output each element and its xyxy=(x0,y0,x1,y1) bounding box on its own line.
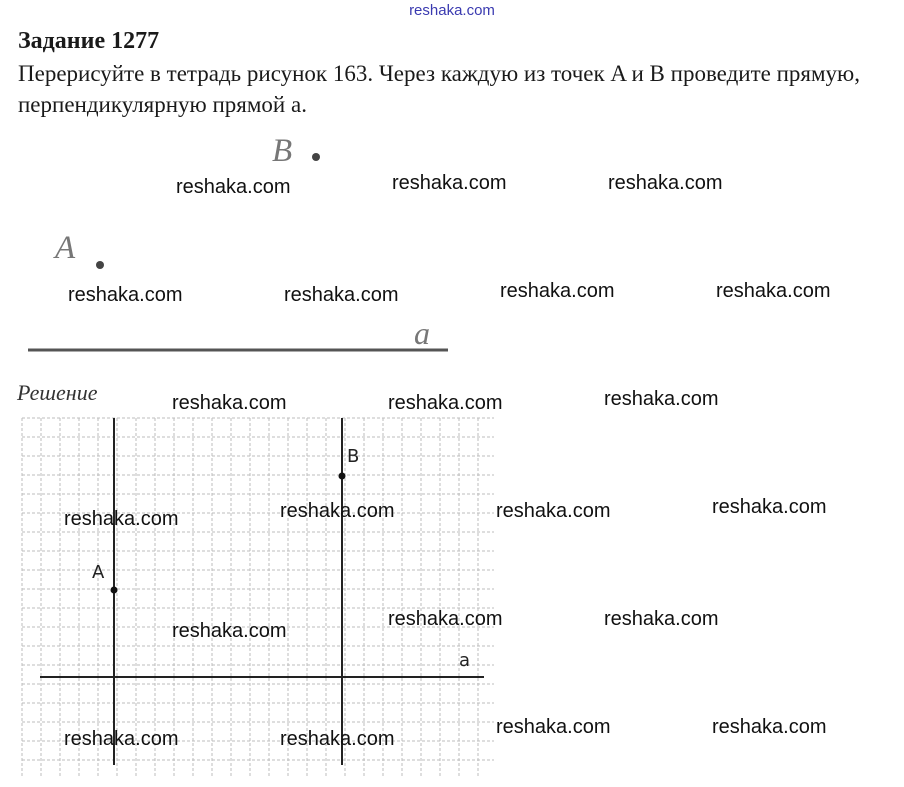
watermark: reshaka.com xyxy=(176,176,291,198)
watermark: reshaka.com xyxy=(500,280,615,302)
task-title: Задание 1277 xyxy=(18,28,160,54)
watermark: reshaka.com xyxy=(68,284,183,306)
watermark: reshaka.com xyxy=(392,172,507,194)
watermark: reshaka.com xyxy=(64,728,179,750)
point-b-dot-solution xyxy=(339,473,346,480)
watermark: reshaka.com xyxy=(172,620,287,642)
watermark: reshaka.com xyxy=(172,392,287,414)
point-a-label-solution: A xyxy=(92,562,105,583)
watermark: reshaka.com xyxy=(280,728,395,750)
watermark: reshaka.com xyxy=(280,500,395,522)
point-b-label: B xyxy=(272,133,293,169)
watermark: reshaka.com xyxy=(496,500,611,522)
watermark: reshaka.com xyxy=(284,284,399,306)
watermark: reshaka.com xyxy=(388,392,503,414)
line-a-label-solution: a xyxy=(459,650,471,671)
line-a-label: a xyxy=(414,315,430,351)
watermark: reshaka.com xyxy=(388,608,503,630)
grid xyxy=(22,418,494,778)
task-text: Перерисуйте в тетрадь рисунок 163. Через каждую из точек A и B проведите прямую, перпендикулярную прямой a. xyxy=(18,61,860,117)
solution-label: Решение xyxy=(17,380,98,405)
point-a-label: A xyxy=(55,230,76,266)
watermark: reshaka.com xyxy=(712,716,827,738)
watermark: reshaka.com xyxy=(64,508,179,530)
site-header-link[interactable]: reshaka.com xyxy=(409,2,495,19)
watermark: reshaka.com xyxy=(604,388,719,410)
point-b-label-solution: B xyxy=(347,446,360,467)
watermark: reshaka.com xyxy=(716,280,831,302)
watermark: reshaka.com xyxy=(604,608,719,630)
point-a-dot-solution xyxy=(111,587,118,594)
watermark: reshaka.com xyxy=(608,172,723,194)
watermark: reshaka.com xyxy=(496,716,611,738)
watermark: reshaka.com xyxy=(712,496,827,518)
